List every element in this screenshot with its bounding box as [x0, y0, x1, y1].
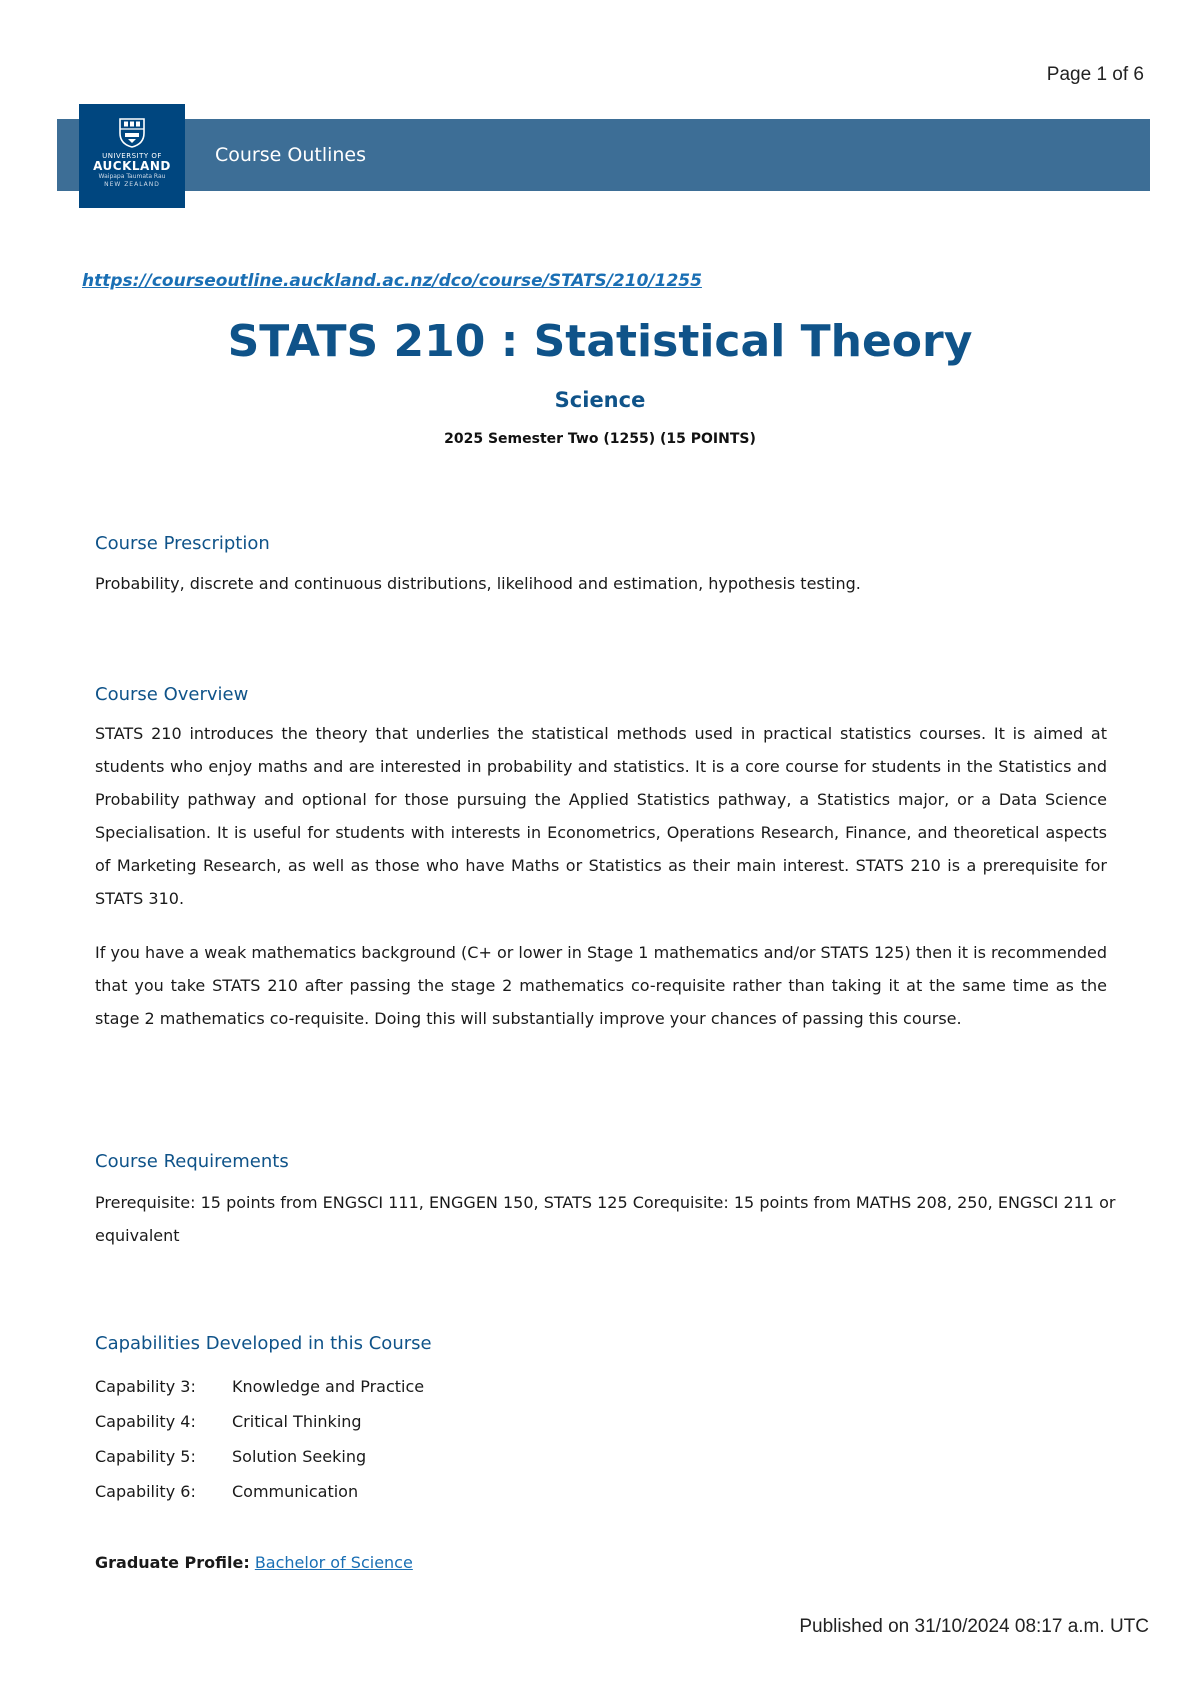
capability-label: Capability 6:	[95, 1482, 196, 1501]
capability-value: Communication	[232, 1482, 359, 1501]
logo-line-2: AUCKLAND	[93, 159, 171, 173]
overview-paragraph-1: STATS 210 introduces the theory that underlies the statistical methods used in practical statistics courses. It is aimed at students who enjoy maths and are interested in probability and statistics. It is a core course for students in the Statistics and Probability pathway and optional for those pursuing the Applied Statistics pathway, a Statistics major, or a Data Science Specialisation. It is useful for students with interests in Econometrics, Operations Research, Finance, and theoretical aspects of Marketing Research, as well as those who have Maths or Statistics as their main interest. STATS 210 is a prerequisite for STATS 310.	[95, 724, 1107, 908]
logo-line-3: Waipapa Taumata Rau	[98, 173, 166, 180]
graduate-profile	[95, 1553, 413, 1572]
capability-value: Critical Thinking	[232, 1412, 362, 1431]
prescription-heading: Course Prescription	[95, 533, 270, 554]
course-url-link[interactable]: https://courseoutline.auckland.ac.nz/dco/course/STATS/210/1255	[82, 271, 702, 291]
header-banner	[57, 119, 1150, 191]
capability-label: Capability 5:	[95, 1447, 196, 1466]
capability-row	[95, 1439, 424, 1474]
capability-row	[95, 1404, 424, 1439]
published-date: Published on 31/10/2024 08:17 a.m. UTC	[799, 1616, 1149, 1637]
crest-icon	[119, 118, 145, 148]
logo-line-4: NEW ZEALAND	[104, 181, 160, 188]
banner-title[interactable]: Course Outlines	[215, 144, 367, 166]
capability-label: Capability 3:	[95, 1377, 196, 1396]
requirements-heading: Course Requirements	[95, 1151, 289, 1172]
semester-info: 2025 Semester Two (1255) (15 POINTS)	[444, 431, 756, 447]
capability-value: Knowledge and Practice	[232, 1377, 425, 1396]
capabilities-list	[95, 1369, 424, 1509]
prescription-text: Probability, discrete and continuous distributions, likelihood and estimation, hypothesis testing.	[95, 574, 861, 593]
page-number: Page 1 of 6	[1046, 64, 1144, 85]
logo-line-1: UNIVERSITY OF	[102, 152, 162, 160]
capability-row	[95, 1369, 424, 1404]
capabilities-heading: Capabilities Developed in this Course	[95, 1333, 432, 1354]
course-title: STATS 210 : Statistical Theory	[227, 316, 973, 367]
capability-row	[95, 1474, 424, 1509]
capability-value: Solution Seeking	[232, 1447, 367, 1466]
graduate-profile-label: Graduate Profile:	[95, 1553, 250, 1572]
requirements-text: Prerequisite: 15 points from ENGSCI 111, ENGGEN 150, STATS 125 Corequisite: 15 points from MATHS 208, 250, ENGSCI 211 or equivalent	[95, 1193, 1116, 1245]
capability-label: Capability 4:	[95, 1412, 196, 1431]
overview-paragraph-2: If you have a weak mathematics background (C+ or lower in Stage 1 mathematics and/or STATS 125) then it is recommended that you take STATS 210 after passing the stage 2 mathematics co-requisite rather than taking it at the same time as the stage 2 mathematics co-requisite. Doing this will substantially improve your chances of passing this course.	[95, 943, 1107, 1028]
graduate-profile-link[interactable]: Bachelor of Science	[254, 1553, 413, 1572]
university-logo[interactable]	[79, 104, 185, 208]
overview-heading: Course Overview	[95, 684, 249, 705]
faculty-name: Science	[554, 388, 646, 412]
